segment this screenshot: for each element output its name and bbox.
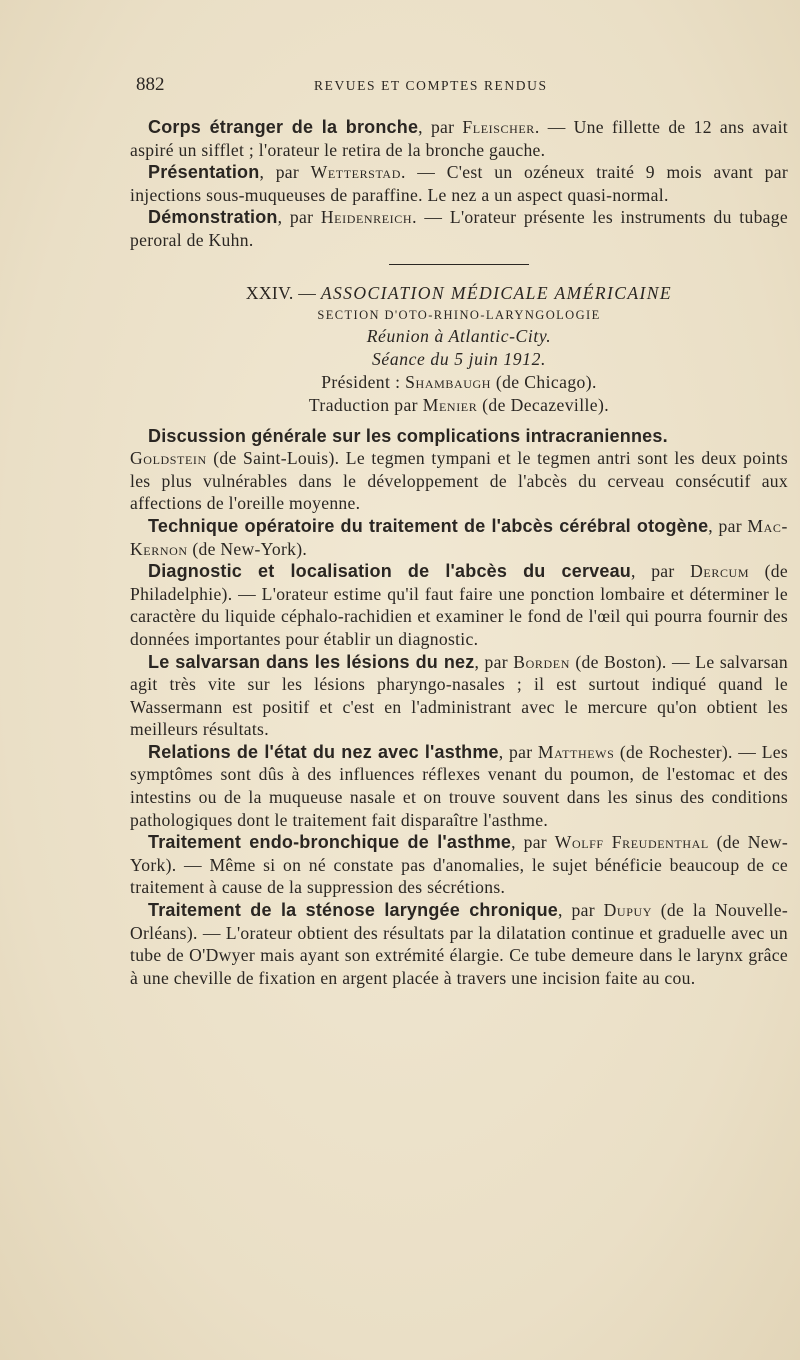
spacer (130, 417, 788, 425)
running-head (136, 72, 786, 102)
author-name: Fleischer (462, 117, 535, 137)
association-title (130, 281, 788, 305)
entry-asthme-relations (130, 741, 788, 831)
entry-text: (de Rochester). — Les symptômes sont dûs à des influences réflexes venant du poumon, de l'estomac et des intestins ou de la muqueuse nasale et on trouve souvent dans les sinus des conditions pathologiques dont le traitement fait disparaître l'asthme. (130, 741, 788, 830)
association-section: SECTION D'OTO-RHINO-LARYNGOLOGIE (317, 307, 601, 322)
entry-heading: Présentation (148, 162, 260, 183)
author-name: Goldstein (130, 448, 207, 469)
entry-heading: Traitement endo-bronchique de l'asthme (148, 832, 512, 853)
entry-heading: Relations de l'état du nez avec l'asthme (148, 741, 499, 762)
meeting-location: Réunion à Atlantic-City. (366, 325, 552, 346)
entry-heading: Démonstration (148, 207, 278, 228)
entry-text: (de New-York). (187, 538, 308, 559)
entry-text: (de la Nouvelle-Orléans). — L'orateur obtient des résultats par la dilatation continue et graduelle avec un tube de O'Dwyer mais ayant son extrémité élargie. Ce tube demeure dans le larynx grâce à une cheville de fixation en argent placée à travers une incision faite au cou. (130, 900, 788, 988)
entry-text: (de New-York). — Même si on né constate pas d'anomalies, le sujet bénéficie beaucoup de ce traitement à cause de la suppression des sécrétions. (130, 832, 788, 898)
page-content (130, 116, 788, 989)
meeting-president (130, 371, 788, 394)
author-name: Dercum (690, 561, 750, 582)
entry-stenose-laryngee (130, 899, 788, 989)
translation-credit (130, 394, 788, 417)
entry-heading: Corps étranger de la bronche (148, 117, 419, 137)
author-prefix: , par (277, 207, 321, 228)
association-number: XXIV. — (245, 282, 321, 303)
meeting-date: Séance du 5 juin 1912. (372, 348, 546, 369)
entry-text: . — C'est un ozéneux traité 9 mois avant par injections sous-muqueuses de paraffine. Le nez a un aspect quasi-normal. (130, 162, 788, 205)
president-place: (de Chicago). (491, 371, 597, 392)
entry-endo-bronchique (130, 831, 788, 899)
running-title: REVUES ET COMPTES RENDUS (314, 78, 548, 93)
section-divider (389, 264, 529, 265)
author-prefix: , par (511, 832, 555, 853)
entry-heading: Technique opératoire du traitement de l'abcès cérébral otogène (148, 515, 709, 536)
author-prefix: , par (498, 741, 538, 762)
entry-corps-etranger (130, 116, 788, 161)
entry-presentation (130, 161, 788, 206)
entry-heading: Le salvarsan dans les lésions du nez (148, 651, 475, 672)
entry-technique-operatoire (130, 515, 788, 560)
author-name: Wetterstad (310, 162, 401, 183)
entry-goldstein (130, 447, 788, 515)
entry-heading: Discussion générale sur les complications intracraniennes. (148, 425, 668, 446)
entry-salvarsan (130, 651, 788, 741)
president-label: Président : (321, 371, 406, 392)
author-name: Matthews (537, 741, 615, 762)
translator-place: (de Decazeville). (477, 394, 610, 415)
author-prefix: , par (630, 561, 691, 582)
author-prefix: , par (474, 651, 514, 672)
page-number: 882 (136, 74, 165, 95)
president-name: Shambaugh (405, 371, 492, 392)
author-name: Wolff Freudenthal (554, 832, 709, 853)
entry-diagnostic (130, 560, 788, 650)
author-prefix: , par (708, 515, 748, 536)
author-name: Borden (513, 651, 570, 672)
author-prefix: , par (418, 117, 463, 137)
translator-name: Menier (422, 394, 478, 415)
association-name: ASSOCIATION MÉDICALE AMÉRICAINE (320, 282, 673, 303)
entry-text: . — Une fillette de 12 ans avait aspiré un sifflet ; l'orateur le retira de la bronche gauche. (130, 117, 788, 160)
author-name: Dupuy (603, 900, 653, 921)
author-name: Mac-Kernon (130, 515, 788, 559)
entry-heading: Diagnostic et localisation de l'abcès du cerveau (148, 561, 631, 582)
translation-label: Traduction par (308, 394, 423, 415)
entry-discussion (130, 425, 788, 448)
author-name: Heidenreich (320, 207, 413, 228)
entry-demonstration (130, 206, 788, 251)
author-prefix: , par (558, 900, 604, 921)
entry-text: (de Saint-Louis). Le tegmen tympani et le tegmen antri sont les deux points les plus vulnérables dans le développement de l'abcès du cerveau consécutif aux affections de l'oreille moyenne. (130, 448, 788, 514)
entry-heading: Traitement de la sténose laryngée chronique (148, 900, 559, 921)
entry-text: (de Boston). — Le salvarsan agit très vite sur les lésions pharyngo-nasales ; il est surtout indiqué quand le Wassermann est positif et c'est en l'administrant avec le mercure qu'on obtient les meilleurs résultats. (130, 651, 788, 740)
entry-text: (de Philadelphie). — L'orateur estime qu'il faut faire une ponction lombaire et déterminer le caractère du liquide céphalo-rachidien et examiner le fond de l'œil qui pourra fournir des données importantes pour établir un diagnostic. (130, 561, 788, 649)
author-prefix: , par (259, 162, 311, 183)
entry-text: . — L'orateur présente les instruments du tubage peroral de Kuhn. (130, 207, 788, 250)
